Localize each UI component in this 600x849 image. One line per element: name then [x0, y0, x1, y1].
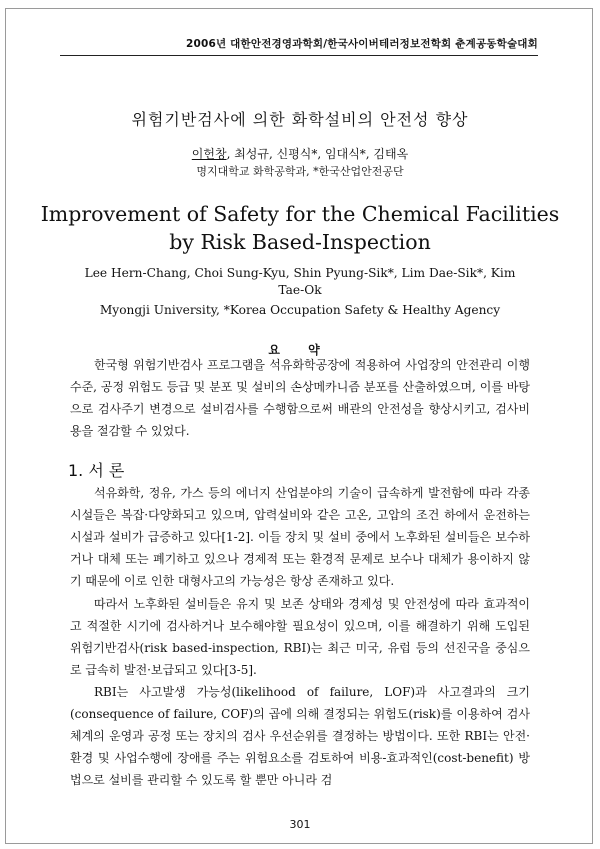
authors-korean — [40, 145, 560, 162]
body-paragraph: 석유화학, 정유, 가스 등의 에너지 산업분야의 기술이 급속하게 발전함에 따라 각종 시설들은 복잡·다양화되고 있으며, 압력설비와 같은 고온, 고압의 조건 하에서 운전하는 시설과 설비가 급증하고 있다[1-2]. 이들 장치 및 설비 중에서 노후화된 설비들은 보수하거나 대체 또는 폐기하고 있으나 경제적 또는 환경적 문제로 보수나 대체가 용이하지 않기 때문에 이로 인한 대형사고의 가능성은 항상 존재하고 있다. — [70, 486, 530, 588]
affiliation-korean: 명지대학교 화학공학과, *한국산업안전공단 — [196, 165, 404, 178]
abstract-heading: 요 약 — [268, 343, 332, 357]
title-english-line1: Improvement of Safety for the Chemical Facilities — [40, 202, 560, 226]
first-author: 이헌창 — [191, 147, 227, 161]
title-korean: 위험기반검사에 의한 화학설비의 안전성 향상 — [131, 110, 469, 129]
body-paragraph: RBI는 사고발생 가능성(likelihood of failure, LOF)과 사고결과의 크기(consequence of failure, COF)의 곱에 의해 결정되는 위험도(risk)를 이용하여 검사체계의 운영과 공정 또는 장치의 검사 우선순위를 결정하는 방법이다. 또한 RBI는 안전·환경 및 사업수행에 장애를 주는 위험요소를 검토하여 비용-효과적인(cost-benefit) 방법으로 설비를 관리할 수 있도록 할 뿐만 아니라 검 — [70, 685, 530, 787]
title-english-line2: by Risk Based-Inspection — [169, 230, 431, 254]
page-number: 301 — [289, 818, 311, 831]
authors-english: Lee Hern-Chang, Choi Sung-Kyu, Shin Pyung-Sik*, Lim Dae-Sik*, Kim Tae-Ok — [84, 266, 516, 297]
conference-header: 2006년 대한안전경영과학회/한국사이버테러정보전학회 춘계공동학술대회 — [60, 36, 538, 56]
abstract-text: 한국형 위험기반검사 프로그램을 석유화학공장에 적용하여 사업장의 안전관리 이행수준, 공정 위험도 등급 및 분포 및 설비의 손상메카니즘 분포를 산출하였으며, 이를 바탕으로 검사주기 변경으로 설비검사를 수행함으로써 배관의 안전성을 향상시키고, 검사비용을 절감할 수 있었다. — [70, 358, 530, 438]
affiliation-english: Myongji University, *Korea Occupation Safety & Healthy Agency — [99, 303, 501, 317]
body-paragraph: 따라서 노후화된 설비들은 유지 및 보존 상태와 경제성 및 안전성에 따라 효과적이고 적절한 시기에 검사하거나 보수해야할 필요성이 있으며, 이를 해결하기 위해 도입된 위험기반검사(risk based-inspection, RBI)는 최근 미국, 유럽 등의 선진국을 중심으로 급속히 발전·보급되고 있다[3-5]. — [70, 597, 530, 677]
title-english — [40, 200, 560, 256]
other-authors: , 최성규, 신평식*, 임대식*, 김태옥 — [226, 147, 409, 161]
section-heading: 1. 서 론 — [68, 461, 125, 480]
